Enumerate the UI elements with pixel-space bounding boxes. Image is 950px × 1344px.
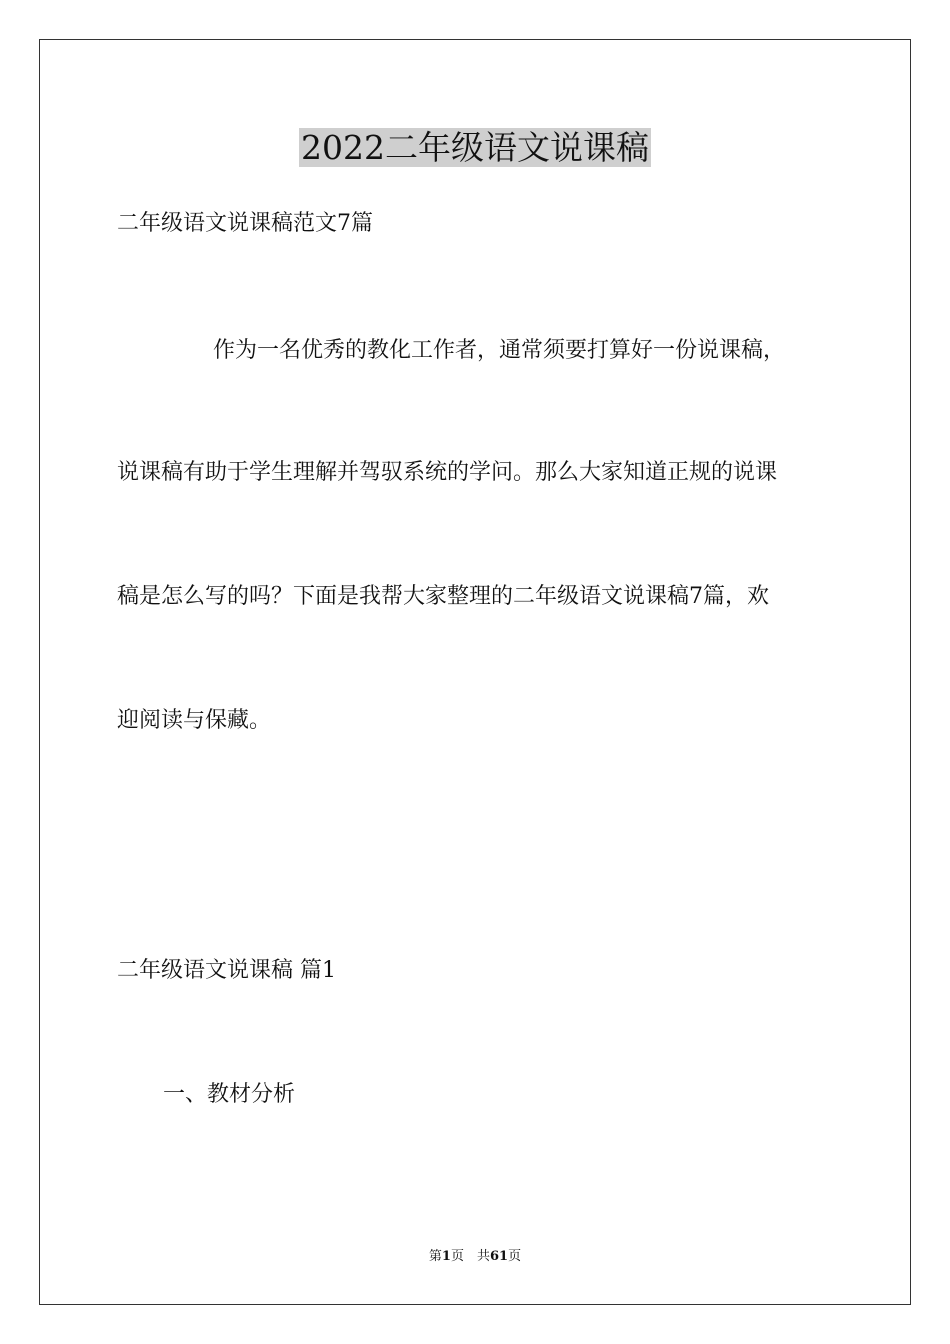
subsection-heading: 一、教材分析 (163, 1082, 296, 1107)
footer-prefix: 第 (428, 1249, 442, 1264)
document-subtitle: 二年级语文说课稿范文7篇 (117, 211, 373, 236)
intro-line-4: 迎阅读与保藏。 (117, 708, 272, 733)
footer-suffix: 页 (508, 1249, 522, 1264)
intro-line-2: 说课稿有助于学生理解并驾驭系统的学问。那么大家知道正规的说课 (117, 460, 778, 485)
page-footer (0, 1248, 950, 1266)
section-heading: 二年级语文说课稿 篇1 (117, 958, 336, 983)
document-title (0, 128, 950, 168)
intro-line-1: 作为一名优秀的教化工作者，通常须要打算好一份说课稿， (213, 338, 786, 363)
footer-current-page: 1 (441, 1249, 451, 1264)
document-title-text: 2022二年级语文说课稿 (301, 128, 649, 167)
intro-line-3: 稿是怎么写的吗？下面是我帮大家整理的二年级语文说课稿7篇，欢 (117, 584, 769, 609)
footer-mid: 页 共 (450, 1249, 490, 1264)
footer-total-pages: 61 (489, 1249, 509, 1264)
